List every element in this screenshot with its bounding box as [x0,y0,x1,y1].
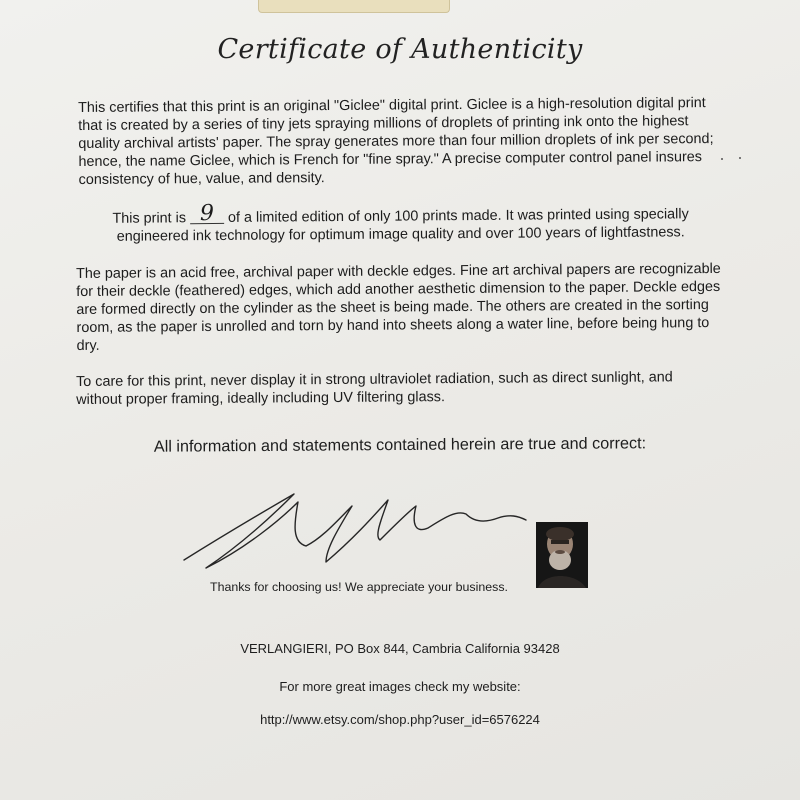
paper-specks [720,154,750,164]
website-link[interactable]: http://www.etsy.com/shop.php?user_id=6576224 [260,712,540,727]
edition-prefix: This print is [112,210,187,227]
edition-statement [88,201,713,246]
website-prompt: For more great images check my website: [279,679,521,694]
thank-you-note: Thanks for choosing us! We appreciate your business. [210,580,508,594]
paper-description: The paper is an acid free, archival paper with deckle edges. Fine art archival papers are recognizable for their deckle (feathered) edges, which add another aesthetic dimension to the paper. Deckle edges are formed directly on the cylinder as the sheet is being made. The others are created in the sorting room, as the paper is unrolled and torn by hand into sheets along a water line, before being hung to dry. [76,260,721,354]
artist-portrait [536,522,588,588]
edition-suffix: of a limited edition of only 100 prints made. It was printed using specially engineered ink technology for optimum image quality and over 100 years of lightfastness. [116,206,689,245]
giclee-description: This certifies that this print is an original "Giclee" digital print. Giclee is a high-resolution digital print that is created by a series of tiny jets spraying millions of droplets of printing ink onto the highest quality archival artists' paper. The spray generates more than four million droplets of ink per second; hence, the name Giclee, which is French for "fine spray." A precise computer control panel insures consistency of hue, value, and density. [78,95,714,188]
artist-signature [176,482,536,572]
certificate-title: Certificate of Authenticity [217,34,583,65]
truth-statement: All information and statements contained herein are true and correct: [153,434,647,456]
care-instructions: To care for this print, never display it in strong ultraviolet radiation, such as direct sunlight, and without proper framing, ideally including UV filtering glass. [76,369,673,408]
edition-number: 9 [190,205,224,224]
artist-address: VERLANGIERI, PO Box 844, Cambria California 93428 [240,641,560,656]
clip-tab [258,0,450,13]
